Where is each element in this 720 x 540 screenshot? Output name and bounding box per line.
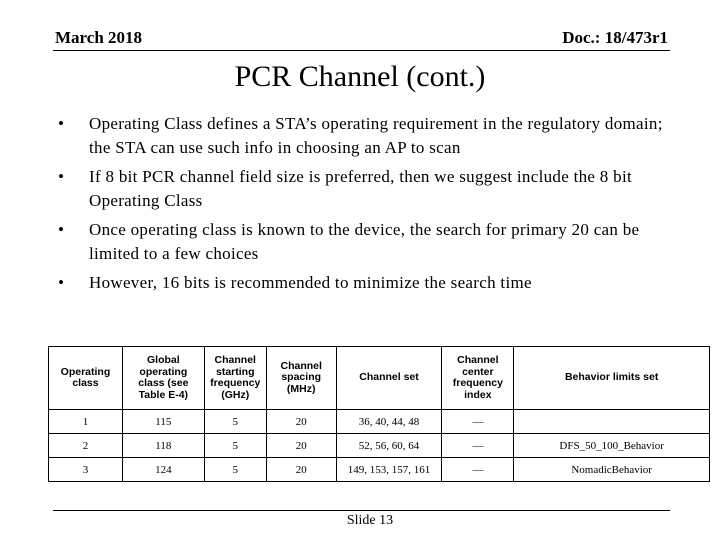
column-header: Operating class	[49, 347, 123, 410]
table-cell: 115	[122, 410, 204, 434]
bullet-item	[58, 271, 678, 295]
table-cell: NomadicBehavior	[514, 458, 710, 482]
table-cell: DFS_50_100_Behavior	[514, 434, 710, 458]
header-doc-id: Doc.: 18/473r1	[562, 28, 668, 47]
table-cell: 5	[204, 434, 266, 458]
bullet-dot: •	[58, 220, 65, 239]
table-cell: 3	[49, 458, 123, 482]
table-cell: 52, 56, 60, 64	[336, 434, 442, 458]
table-row	[49, 410, 710, 434]
table-cell: 20	[266, 410, 336, 434]
operating-class-table-container	[48, 346, 710, 492]
bullet-list	[58, 112, 678, 300]
table-cell: 36, 40, 44, 48	[336, 410, 442, 434]
slide-number: Slide 13	[346, 513, 394, 528]
table-cell: 2	[49, 434, 123, 458]
table-cell: 20	[266, 458, 336, 482]
table-cell: 124	[122, 458, 204, 482]
footer-divider	[53, 510, 670, 511]
table-cell: 1	[49, 410, 123, 434]
table-row	[49, 458, 710, 482]
table-cell	[514, 410, 710, 434]
column-header: Channel starting frequency (GHz)	[204, 347, 266, 410]
bullet-dot: •	[58, 273, 65, 292]
bullet-text: However, 16 bits is recommended to minimize the search time	[89, 273, 532, 292]
header-date: March 2018	[55, 28, 143, 47]
table-cell: —	[442, 434, 514, 458]
column-header: Behavior limits set	[514, 347, 710, 410]
slide-title: PCR Channel (cont.)	[234, 60, 486, 93]
column-header: Global operating class (see Table E-4)	[122, 347, 204, 410]
table-header-row	[49, 347, 710, 410]
column-header: Channel set	[336, 347, 442, 410]
bullet-dot: •	[58, 114, 65, 133]
operating-class-table	[48, 346, 710, 482]
table-cell: 149, 153, 157, 161	[336, 458, 442, 482]
table-cell: 20	[266, 434, 336, 458]
column-header: Channel spacing (MHz)	[266, 347, 336, 410]
bullet-text: Operating Class defines a STA’s operating requirement in the regulatory domain; the STA can use such info in choosing an AP to scan	[89, 114, 663, 157]
bullet-item	[58, 218, 678, 266]
table-cell: 5	[204, 410, 266, 434]
column-header: Channel center frequency index	[442, 347, 514, 410]
bullet-dot: •	[58, 167, 65, 186]
bullet-text: Once operating class is known to the device, the search for primary 20 can be limited to a few choices	[89, 220, 640, 263]
table-cell: 5	[204, 458, 266, 482]
table-cell: 118	[122, 434, 204, 458]
bullet-item	[58, 112, 678, 160]
bullet-text: If 8 bit PCR channel field size is preferred, then we suggest include the 8 bit Operating Class	[89, 167, 633, 210]
table-row	[49, 434, 710, 458]
bullet-item	[58, 165, 678, 213]
table-cell: —	[442, 458, 514, 482]
header-divider	[53, 50, 670, 51]
table-cell: —	[442, 410, 514, 434]
